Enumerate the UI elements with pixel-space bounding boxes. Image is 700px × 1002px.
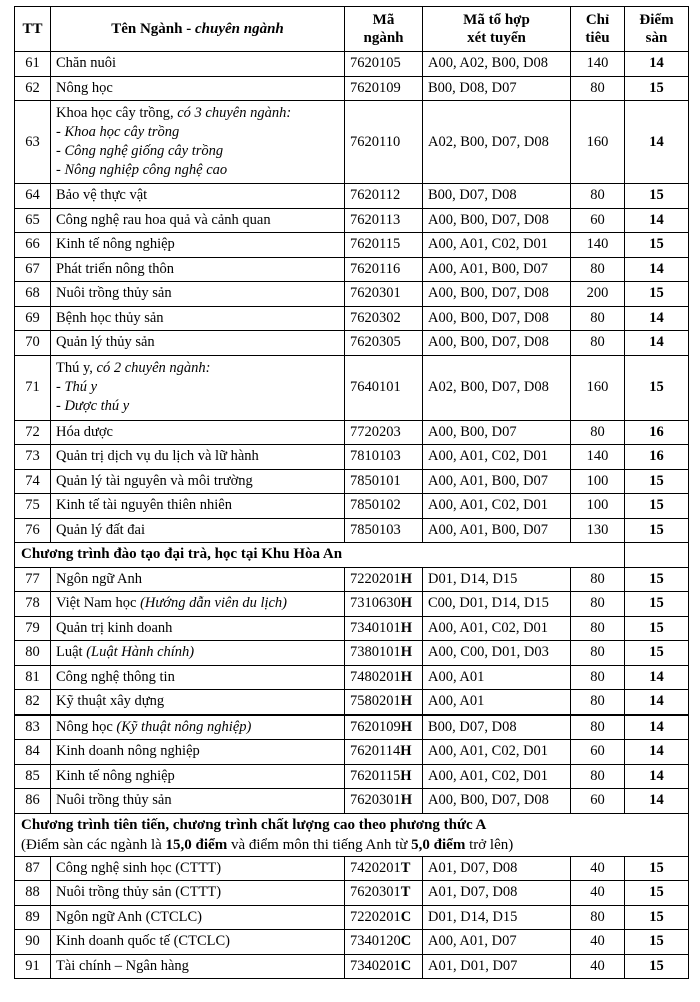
row-subject-combo: B00, D07, D08	[423, 184, 571, 209]
row-major-name: Nuôi trồng thủy sản	[51, 282, 345, 307]
row-major-name: Kinh tế nông nghiệp	[51, 764, 345, 789]
row-major-code: 7580201H	[345, 690, 423, 715]
row-subject-combo: A00, A01	[423, 665, 571, 690]
row-subject-combo: A02, B00, D07, D08	[423, 355, 571, 420]
row-major-name: Tài chính – Ngân hàng	[51, 954, 345, 979]
table-row	[15, 518, 689, 543]
row-tt: 75	[15, 494, 51, 519]
row-tt: 78	[15, 592, 51, 617]
table-row	[15, 52, 689, 77]
table-row	[15, 282, 689, 307]
row-major-name: Kinh doanh nông nghiệp	[51, 740, 345, 765]
row-subject-combo: A00, C00, D01, D03	[423, 641, 571, 666]
specialization-item: - Khoa học cây trồng	[56, 124, 180, 140]
row-major-code: 7620113	[345, 208, 423, 233]
row-tt: 61	[15, 52, 51, 77]
table-row	[15, 715, 689, 740]
row-major-code: 7620116	[345, 257, 423, 282]
row-major-name: Chăn nuôi	[51, 52, 345, 77]
row-min-score: 15	[625, 76, 689, 101]
row-subject-combo: A00, A01, C02, D01	[423, 494, 571, 519]
row-min-score: 15	[625, 469, 689, 494]
row-major-name: Kinh tế nông nghiệp	[51, 233, 345, 258]
row-major-code: 7850102	[345, 494, 423, 519]
header-major-code: Mã ngành	[345, 7, 423, 52]
row-min-score: 15	[625, 355, 689, 420]
table-row	[15, 494, 689, 519]
row-major-code: 7220201C	[345, 905, 423, 930]
row-subject-combo: A00, B00, D07	[423, 420, 571, 445]
header-tt: TT	[15, 7, 51, 52]
row-major-name: Ngôn ngữ Anh (CTCLC)	[51, 905, 345, 930]
row-tt: 84	[15, 740, 51, 765]
row-quota: 140	[571, 52, 625, 77]
table-row	[15, 233, 689, 258]
row-major-code: 7420201T	[345, 856, 423, 881]
row-major-name: Quản trị dịch vụ du lịch và lữ hành	[51, 445, 345, 470]
row-tt: 64	[15, 184, 51, 209]
row-quota: 160	[571, 101, 625, 184]
row-major-name: Kỹ thuật xây dựng	[51, 690, 345, 715]
row-quota: 80	[571, 184, 625, 209]
header-subject-combo: Mã tổ hợp xét tuyển	[423, 7, 571, 52]
row-major-name: Luật (Luật Hành chính)	[51, 641, 345, 666]
row-major-code: 7310630H	[345, 592, 423, 617]
row-quota: 100	[571, 469, 625, 494]
table-row	[15, 690, 689, 715]
row-tt: 83	[15, 715, 51, 740]
row-major-code: 7620305	[345, 331, 423, 356]
row-tt: 85	[15, 764, 51, 789]
row-min-score: 15	[625, 233, 689, 258]
row-quota: 80	[571, 420, 625, 445]
row-tt: 80	[15, 641, 51, 666]
table-row	[15, 101, 689, 184]
row-tt: 91	[15, 954, 51, 979]
row-quota: 40	[571, 881, 625, 906]
row-major-name: Kinh doanh quốc tế (CTCLC)	[51, 930, 345, 955]
row-quota: 100	[571, 494, 625, 519]
row-subject-combo: D01, D14, D15	[423, 567, 571, 592]
row-quota: 80	[571, 331, 625, 356]
row-major-name: Bảo vệ thực vật	[51, 184, 345, 209]
row-quota: 80	[571, 764, 625, 789]
row-major-name: Quản lý thủy sản	[51, 331, 345, 356]
row-major-code: 7620302	[345, 306, 423, 331]
row-major-code: 7620115H	[345, 764, 423, 789]
table-row	[15, 469, 689, 494]
table-row	[15, 420, 689, 445]
row-major-name: Quản lý tài nguyên và môi trường	[51, 469, 345, 494]
row-major-name: Hóa dược	[51, 420, 345, 445]
row-major-name: Nuôi trồng thủy sản (CTTT)	[51, 881, 345, 906]
row-subject-combo: A00, A01, C02, D01	[423, 616, 571, 641]
row-major-name: Bệnh học thủy sản	[51, 306, 345, 331]
specialization-item: - Thú y	[56, 379, 98, 395]
row-major-code: 7620115	[345, 233, 423, 258]
row-min-score: 16	[625, 420, 689, 445]
row-major-code: 7850101	[345, 469, 423, 494]
table-row	[15, 641, 689, 666]
row-major-code: 7620109	[345, 76, 423, 101]
row-min-score: 14	[625, 52, 689, 77]
row-major-code: 7850103	[345, 518, 423, 543]
row-subject-combo: A00, A01, C02, D01	[423, 740, 571, 765]
section-empty-cell	[625, 543, 689, 568]
row-major-code: 7620105	[345, 52, 423, 77]
row-min-score: 14	[625, 331, 689, 356]
row-min-score: 14	[625, 101, 689, 184]
table-row	[15, 355, 689, 420]
row-major-code: 7620301H	[345, 789, 423, 814]
row-major-name: Nông học (Kỹ thuật nông nghiệp)	[51, 715, 345, 740]
row-min-score: 15	[625, 856, 689, 881]
row-tt: 77	[15, 567, 51, 592]
row-min-score: 14	[625, 306, 689, 331]
row-quota: 80	[571, 306, 625, 331]
row-min-score: 15	[625, 881, 689, 906]
row-min-score: 15	[625, 616, 689, 641]
table-row	[15, 208, 689, 233]
table-row	[15, 306, 689, 331]
row-major-code: 7620114H	[345, 740, 423, 765]
row-quota: 60	[571, 740, 625, 765]
header-quota: Chỉ tiêu	[571, 7, 625, 52]
row-quota: 80	[571, 715, 625, 740]
row-major-name: Nuôi trồng thủy sản	[51, 789, 345, 814]
row-quota: 200	[571, 282, 625, 307]
row-major-code: 7340101H	[345, 616, 423, 641]
row-tt: 63	[15, 101, 51, 184]
row-subject-combo: A01, D07, D08	[423, 881, 571, 906]
row-quota: 80	[571, 690, 625, 715]
row-min-score: 15	[625, 641, 689, 666]
row-tt: 90	[15, 930, 51, 955]
row-subject-combo: C00, D01, D14, D15	[423, 592, 571, 617]
row-quota: 40	[571, 954, 625, 979]
row-major-code: 7380101H	[345, 641, 423, 666]
table-row	[15, 331, 689, 356]
row-quota: 40	[571, 856, 625, 881]
row-min-score: 15	[625, 592, 689, 617]
row-min-score: 15	[625, 494, 689, 519]
row-min-score: 14	[625, 715, 689, 740]
table-row	[15, 184, 689, 209]
row-subject-combo: D01, D14, D15	[423, 905, 571, 930]
row-subject-combo: A00, A01, C02, D01	[423, 445, 571, 470]
specialization-item: - Nông nghiệp công nghệ cao	[56, 162, 228, 178]
row-subject-combo: A00, A01, C02, D01	[423, 233, 571, 258]
row-min-score: 16	[625, 445, 689, 470]
row-subject-combo: B00, D07, D08	[423, 715, 571, 740]
row-major-code: 7620109H	[345, 715, 423, 740]
table-row	[15, 257, 689, 282]
row-major-code: 7720203	[345, 420, 423, 445]
table-row	[15, 764, 689, 789]
table-row	[15, 445, 689, 470]
row-min-score: 15	[625, 930, 689, 955]
row-quota: 140	[571, 445, 625, 470]
row-subject-combo: A00, B00, D07, D08	[423, 282, 571, 307]
table-row	[15, 905, 689, 930]
row-major-code: 7620301	[345, 282, 423, 307]
table-row	[15, 665, 689, 690]
row-quota: 80	[571, 257, 625, 282]
row-tt: 79	[15, 616, 51, 641]
row-quota: 40	[571, 930, 625, 955]
row-subject-combo: A02, B00, D07, D08	[423, 101, 571, 184]
row-major-code: 7640101	[345, 355, 423, 420]
header-major-name: Tên Ngành - chuyên ngành	[51, 7, 345, 52]
row-subject-combo: A00, A01, B00, D07	[423, 469, 571, 494]
admission-table-page	[14, 6, 688, 979]
row-subject-combo: A00, B00, D07, D08	[423, 208, 571, 233]
specialization-item: - Dược thú y	[56, 398, 130, 414]
row-quota: 60	[571, 789, 625, 814]
table-header-row	[15, 7, 689, 52]
row-subject-combo: A01, D07, D08	[423, 856, 571, 881]
row-tt: 76	[15, 518, 51, 543]
row-quota: 140	[571, 233, 625, 258]
section-title: Chương trình đào tạo đại trà, học tại Khu Hòa An	[15, 543, 625, 568]
row-quota: 80	[571, 905, 625, 930]
row-tt: 69	[15, 306, 51, 331]
row-tt: 81	[15, 665, 51, 690]
row-quota: 80	[571, 76, 625, 101]
row-tt: 62	[15, 76, 51, 101]
row-min-score: 14	[625, 789, 689, 814]
row-major-code: 7620110	[345, 101, 423, 184]
row-major-name: Quản trị kinh doanh	[51, 616, 345, 641]
row-min-score: 15	[625, 282, 689, 307]
table-row	[15, 740, 689, 765]
row-tt: 82	[15, 690, 51, 715]
table-row	[15, 954, 689, 979]
row-tt: 89	[15, 905, 51, 930]
row-major-name: Ngôn ngữ Anh	[51, 567, 345, 592]
row-major-name: Công nghệ rau hoa quả và cảnh quan	[51, 208, 345, 233]
row-min-score: 14	[625, 208, 689, 233]
row-major-name: Thú y, có 2 chuyên ngành: - Thú y - Dược thú y	[51, 355, 345, 420]
row-tt: 74	[15, 469, 51, 494]
row-tt: 68	[15, 282, 51, 307]
section-header-row	[15, 813, 689, 856]
row-subject-combo: A00, B00, D07, D08	[423, 331, 571, 356]
row-min-score: 15	[625, 567, 689, 592]
row-min-score: 14	[625, 257, 689, 282]
row-major-code: 7220201H	[345, 567, 423, 592]
admission-score-table	[14, 6, 689, 979]
table-row	[15, 616, 689, 641]
row-major-name: Phát triển nông thôn	[51, 257, 345, 282]
row-major-code: 7340120C	[345, 930, 423, 955]
header-min-score: Điểm sàn	[625, 7, 689, 52]
table-row	[15, 930, 689, 955]
row-subject-combo: A00, A01, D07	[423, 930, 571, 955]
row-subject-combo: B00, D08, D07	[423, 76, 571, 101]
table-row	[15, 76, 689, 101]
row-major-code: 7810103	[345, 445, 423, 470]
row-tt: 88	[15, 881, 51, 906]
row-tt: 86	[15, 789, 51, 814]
row-major-code: 7340201C	[345, 954, 423, 979]
row-min-score: 15	[625, 954, 689, 979]
row-quota: 80	[571, 641, 625, 666]
table-row	[15, 789, 689, 814]
row-subject-combo: A00, A01	[423, 690, 571, 715]
row-min-score: 15	[625, 184, 689, 209]
row-tt: 70	[15, 331, 51, 356]
row-min-score: 14	[625, 764, 689, 789]
table-row	[15, 881, 689, 906]
row-subject-combo: A00, A01, B00, D07	[423, 257, 571, 282]
table-row	[15, 592, 689, 617]
table-row	[15, 567, 689, 592]
row-major-code: 7480201H	[345, 665, 423, 690]
row-tt: 67	[15, 257, 51, 282]
row-subject-combo: A01, D01, D07	[423, 954, 571, 979]
row-subject-combo: A00, A01, B00, D07	[423, 518, 571, 543]
row-quota: 80	[571, 665, 625, 690]
row-major-code: 7620301T	[345, 881, 423, 906]
row-quota: 80	[571, 616, 625, 641]
row-subject-combo: A00, B00, D07, D08	[423, 789, 571, 814]
section-title: Chương trình tiên tiến, chương trình chất lượng cao theo phương thức A (Điểm sàn các ngành là 15,0 điểm và điểm môn thi tiếng Anh từ 5,0 điểm trở lên)	[15, 813, 689, 856]
row-tt: 66	[15, 233, 51, 258]
row-major-name: Việt Nam học (Hướng dẫn viên du lịch)	[51, 592, 345, 617]
row-subject-combo: A00, A01, C02, D01	[423, 764, 571, 789]
row-major-name: Nông học	[51, 76, 345, 101]
row-min-score: 15	[625, 905, 689, 930]
row-major-name: Công nghệ sinh học (CTTT)	[51, 856, 345, 881]
row-min-score: 14	[625, 740, 689, 765]
row-tt: 87	[15, 856, 51, 881]
row-tt: 73	[15, 445, 51, 470]
row-major-name: Công nghệ thông tin	[51, 665, 345, 690]
row-quota: 130	[571, 518, 625, 543]
row-major-code: 7620112	[345, 184, 423, 209]
section-header-row	[15, 543, 689, 568]
table-row	[15, 856, 689, 881]
row-subject-combo: A00, B00, D07, D08	[423, 306, 571, 331]
row-quota: 80	[571, 592, 625, 617]
row-quota: 160	[571, 355, 625, 420]
row-min-score: 14	[625, 665, 689, 690]
row-min-score: 14	[625, 690, 689, 715]
row-tt: 72	[15, 420, 51, 445]
row-tt: 65	[15, 208, 51, 233]
row-tt: 71	[15, 355, 51, 420]
row-major-name: Quản lý đất đai	[51, 518, 345, 543]
row-quota: 80	[571, 567, 625, 592]
row-min-score: 15	[625, 518, 689, 543]
row-major-name: Khoa học cây trồng, có 3 chuyên ngành: - Khoa học cây trồng - Công nghệ giống cây trồng - Nông nghiệp công nghệ cao	[51, 101, 345, 184]
row-subject-combo: A00, A02, B00, D08	[423, 52, 571, 77]
row-quota: 60	[571, 208, 625, 233]
specialization-item: - Công nghệ giống cây trồng	[56, 143, 224, 159]
row-major-name: Kinh tế tài nguyên thiên nhiên	[51, 494, 345, 519]
